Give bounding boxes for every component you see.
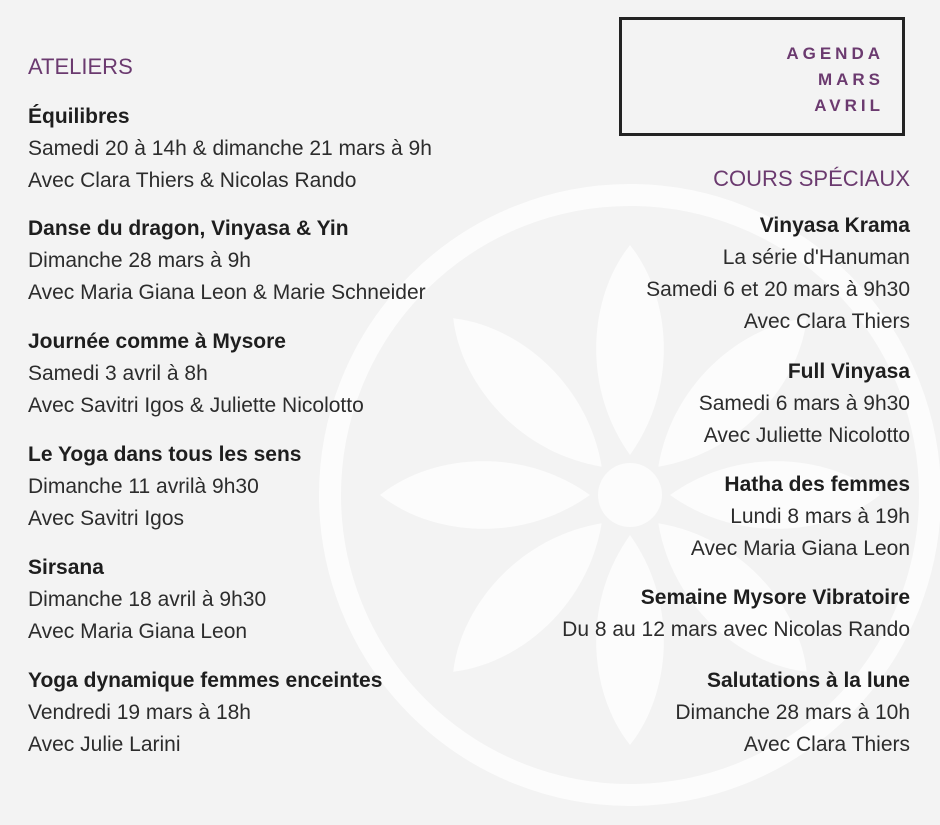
cours-teacher: Avec Maria Giana Leon [690,537,910,560]
cours-title: Semaine Mysore Vibratoire [640,586,910,609]
atelier-yoga-sens [28,439,301,535]
atelier-title: Yoga dynamique femmes enceintes [28,669,383,692]
cours-teacher: Avec Juliette Nicolotto [703,424,910,447]
agenda-box [619,17,905,136]
cours-title: Full Vinyasa [787,360,910,383]
cours-date: Lundi 8 mars à 19h [730,505,910,528]
atelier-date: Samedi 20 à 14h & dimanche 21 mars à 9h [28,137,432,160]
atelier-equilibres [28,101,432,197]
cours-speciaux-heading: COURS SPÉCIAUX [713,166,910,191]
atelier-teachers: Avec Maria Giana Leon & Marie Schneider [28,281,426,304]
cours-date-teacher: Du 8 au 12 mars avec Nicolas Rando [562,618,910,641]
cours-full-vinyasa [699,356,910,452]
cours-date: Samedi 6 mars à 9h30 [698,392,910,415]
atelier-teachers: Avec Maria Giana Leon [28,620,248,643]
cours-subtitle: La série d'Hanuman [722,246,910,269]
cours-date: Dimanche 28 mars à 10h [675,701,910,724]
atelier-teachers: Avec Savitri Igos & Juliette Nicolotto [28,394,364,417]
atelier-title: Équilibres [28,105,130,128]
ateliers-heading: ATELIERS [28,54,133,79]
agenda-label: AGENDA [786,44,884,63]
atelier-yoga-enceintes [28,665,382,761]
atelier-journee-mysore [28,326,364,422]
atelier-date: Vendredi 19 mars à 18h [28,701,251,724]
atelier-date: Dimanche 18 avril à 9h30 [28,588,267,611]
atelier-title: Danse du dragon, Vinyasa & Yin [28,217,349,240]
cours-teacher: Avec Clara Thiers [743,310,910,333]
cours-hatha-femmes [691,469,910,565]
cours-teacher: Avec Clara Thiers [743,733,910,756]
atelier-date: Dimanche 11 avrilà 9h30 [28,475,259,498]
agenda-month-avril: AVRIL [814,96,884,115]
cours-vinyasa-krama [646,210,910,338]
cours-title: Salutations à la lune [706,669,910,692]
cours-salutations-lune [675,665,910,761]
atelier-danse-du-dragon [28,213,426,309]
agenda-month-mars: MARS [817,70,884,89]
atelier-teachers: Avec Julie Larini [28,733,181,756]
atelier-date: Samedi 3 avril à 8h [28,362,208,385]
cours-semaine-mysore [562,582,910,646]
atelier-title: Le Yoga dans tous les sens [28,443,302,466]
atelier-teachers: Avec Savitri Igos [28,507,185,530]
cours-title: Vinyasa Krama [759,214,910,237]
atelier-date: Dimanche 28 mars à 9h [28,249,251,272]
atelier-title: Sirsana [28,556,104,579]
atelier-teachers: Avec Clara Thiers & Nicolas Rando [28,169,357,192]
atelier-title: Journée comme à Mysore [28,330,286,353]
cours-date: Samedi 6 et 20 mars à 9h30 [646,278,910,301]
atelier-sirsana [28,552,266,648]
cours-title: Hatha des femmes [724,473,910,496]
